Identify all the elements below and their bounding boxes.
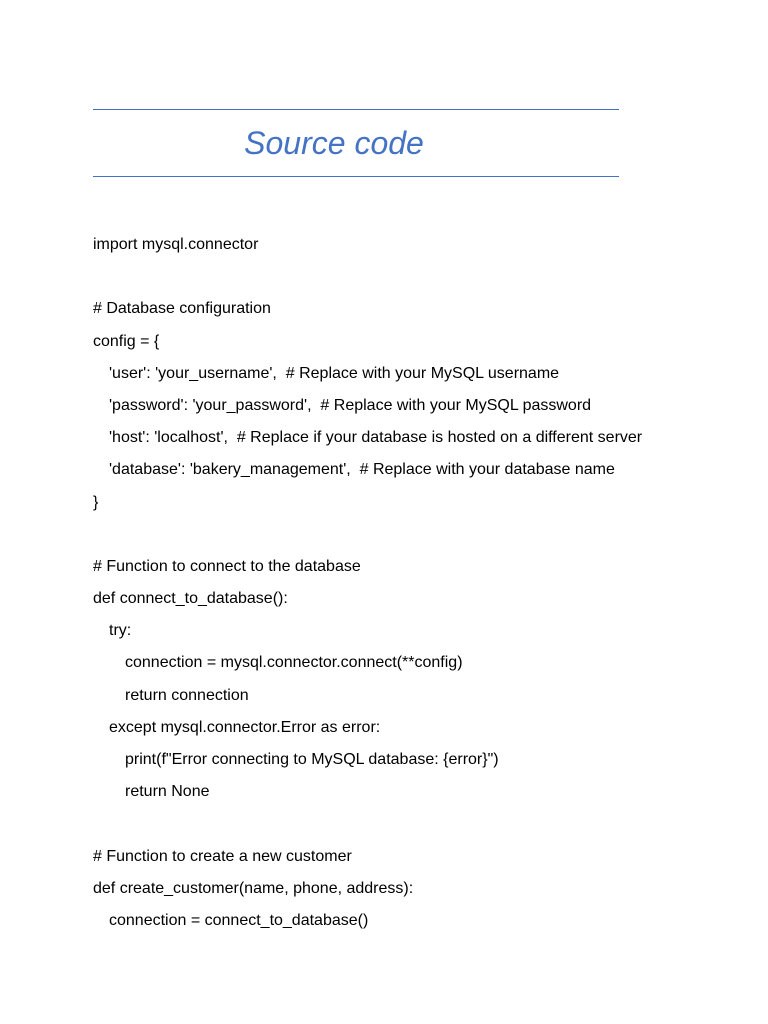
blank-line bbox=[93, 519, 753, 551]
page-title: Source code bbox=[244, 125, 424, 161]
code-line: print(f"Error connecting to MySQL database: {error}") bbox=[125, 751, 499, 768]
code-line: 'database': 'bakery_management', # Replace with your database name bbox=[109, 461, 615, 479]
code-line: connection = connect_to_database() bbox=[109, 911, 369, 929]
code-line: } bbox=[93, 493, 99, 511]
code-line: import mysql.connector bbox=[93, 236, 259, 253]
blank-line bbox=[93, 808, 753, 840]
code-line: def create_customer(name, phone, address): bbox=[93, 879, 414, 897]
code-line: 'host': 'localhost', # Replace if your database is hosted on a different server bbox=[109, 429, 643, 447]
code-line: 'password': 'your_password', # Replace with your MySQL password bbox=[109, 396, 592, 414]
code-line: def connect_to_database(): bbox=[93, 590, 288, 608]
title-bottom-rule bbox=[93, 176, 619, 177]
title-top-rule bbox=[93, 109, 619, 110]
blank-line bbox=[93, 261, 753, 293]
code-line: except mysql.connector.Error as error: bbox=[109, 718, 381, 736]
code-line: # Function to connect to the database bbox=[93, 557, 361, 575]
code-line: try: bbox=[109, 622, 132, 640]
code-line: # Function to create a new customer bbox=[93, 847, 352, 865]
code-line: # Database configuration bbox=[93, 300, 271, 318]
code-line: return connection bbox=[125, 686, 249, 704]
code-line: config = { bbox=[93, 332, 160, 350]
code-line: 'user': 'your_username', # Replace with your MySQL username bbox=[109, 364, 560, 382]
code-line: connection = mysql.connector.connect(**config) bbox=[125, 654, 463, 672]
code-line: return None bbox=[125, 783, 210, 801]
code-block bbox=[93, 229, 753, 937]
